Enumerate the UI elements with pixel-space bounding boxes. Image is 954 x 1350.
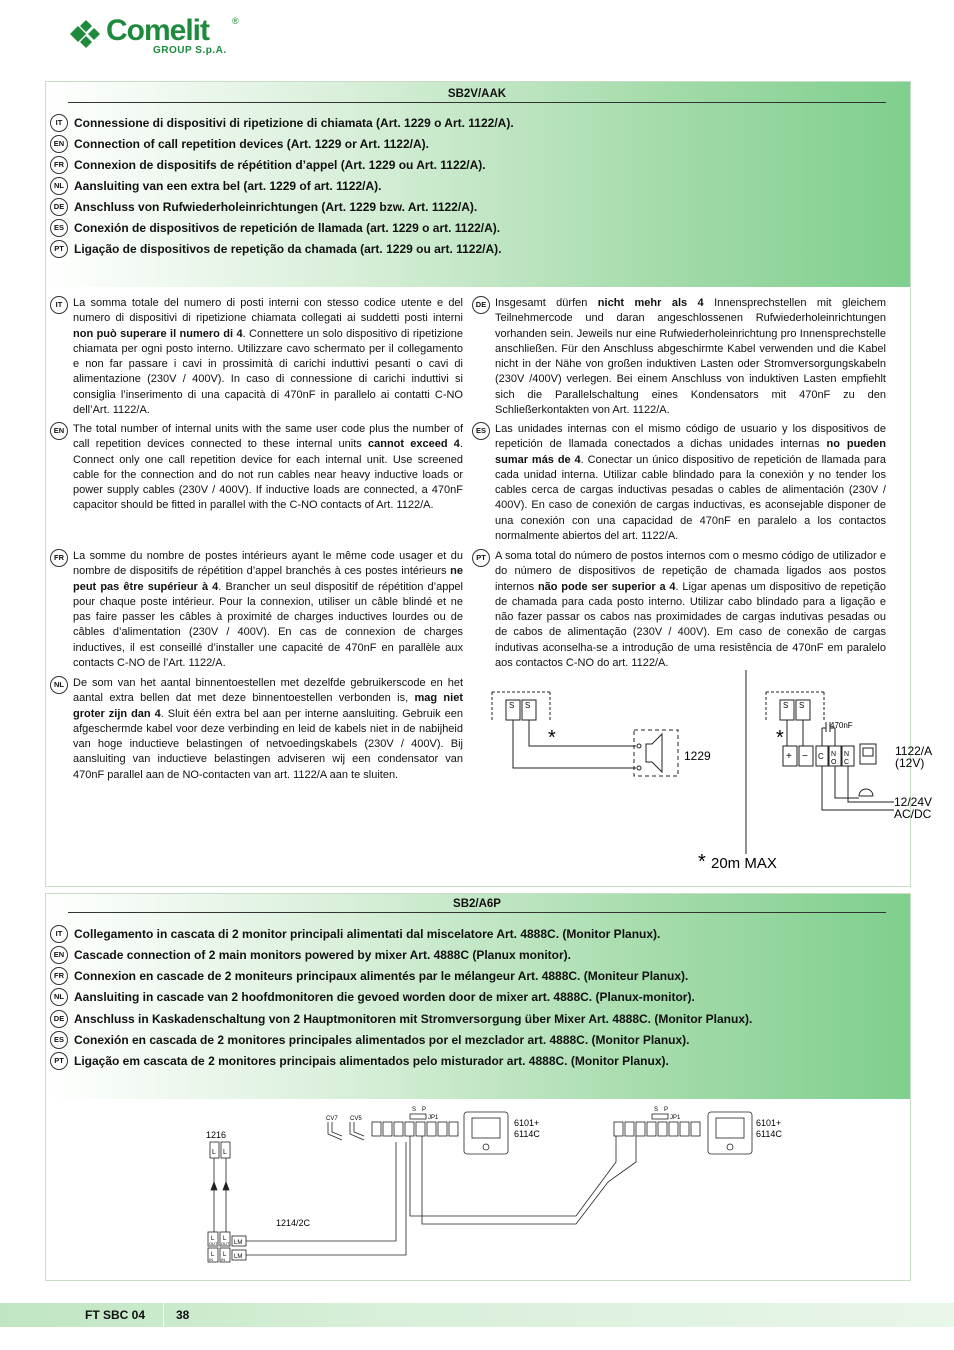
label-in-2: IN (221, 1257, 225, 1262)
heading-es: ES Conexión de dispositivos de repetición de llamada (art. 1229 o art. 1122/A). (50, 219, 500, 237)
heading-de: DE Anschluss von Rufwiederholeinrichtungen (Art. 1229 bzw. Art. 1122/A). (50, 198, 477, 216)
heading-en: EN Connection of call repetition devices (Art. 1229 or Art. 1122/A). (50, 135, 429, 153)
label-l-out-1: L (211, 1236, 215, 1242)
heading-es-2: ES Conexión en cascada de 2 monitores principales alimentados por el mezclador art. 4888C. (Monitor Planux). (50, 1031, 690, 1049)
label-term-minus: − (802, 751, 808, 762)
heading-en-2: EN Cascade connection of 2 main monitors powered by mixer Art. 4888C (Planux monitor). (50, 946, 571, 964)
comelit-logo-icon (66, 18, 106, 50)
label-monitor1-line2: 6114C (514, 1129, 540, 1139)
brand-registered: ® (232, 16, 239, 26)
heading-pt: PT Ligação de dispositivos de repetição da chamada (art. 1229 ou art. 1122/A). (50, 240, 502, 258)
label-out-2: OUT (221, 1241, 230, 1246)
heading-it: IT Connessione di dispositivi di ripetizione di chiamata (Art. 1229 o Art. 1122/A). (50, 114, 514, 132)
label-1122a-line2: (12V) (895, 756, 925, 770)
brand-group: GROUP S.p.A. (153, 45, 227, 56)
paragraph-pt: PT A soma total do número de postos internos com o mesmo código de utilizador e do número de dispositivos de repetição de chamada ligados aos postos internos não pode ser superior a 4. Ligar apenas um dispositivo de repetição de chamada para cada posto interno. Utilizar cabo blindado para a ligação e não fazer passar os cabos nas proximidades de cargas indutivas pesadas ou de cabos de alimentação (230V / 400V). Em caso de conexão de cargas indutivas aconselha-se a introdução de uma resistência de 470nF em paralelo aos contactos C-NO do art. 1122/A. (495, 549, 886, 671)
paragraph-en: EN The total number of internal units with the same user code plus the number of call repetition devices connected to these internal units cannot exceed 4. Connect only one call repetition device for each internal unit. Use screened cable for the connection and do not run cables near heavy inductive loads or power supply cables (230V / 400V). If inductive loads are connected, a 470nF capacitor should be fitted in parallel with the C-NO contacts of Art. 1122/A. (73, 422, 463, 514)
label-l-in-2: L (223, 1252, 227, 1258)
label-s-plus-right: S (783, 701, 789, 710)
max-length-note: 20m MAX (711, 855, 777, 872)
star-right: * (776, 727, 784, 749)
star-left: * (548, 727, 556, 749)
star-note: * (698, 851, 706, 873)
label-jp-p-1: P (422, 1107, 427, 1113)
label-monitor2-line1: 6101+ (756, 1118, 782, 1128)
brand-name: Comelit (106, 14, 210, 47)
section-sb2-a6p (45, 893, 911, 1281)
label-470nf: 470nF (830, 721, 853, 730)
heading-de-2: DE Anschluss in Kaskadenschaltung von 2 Hauptmonitoren mit Stromversorgung über Mixer Art. 4888C. (Monitor Planux). (50, 1010, 752, 1028)
label-term-n2: N (844, 751, 850, 758)
label-1214-2c: 1214/2C (276, 1218, 311, 1228)
heading-nl: NL Aansluiting van een extra bel (art. 1229 of art. 1122/A). (50, 177, 381, 195)
label-1216-l1: L (212, 1149, 216, 1156)
label-l-in-1: L (211, 1252, 215, 1258)
footer-page-number: 38 (176, 1308, 190, 1322)
heading-fr: FR Connexion de dispositifs de répétition d’appel (Art. 1229 ou Art. 1122/A). (50, 156, 486, 174)
paragraph-de: DE Insgesamt dürfen nicht mehr als 4 Innensprechstellen mit gleichem Teilnehmercode und daran angeschlossenen Rufwiederholeinrichtungen vorhanden sein. Jeweils nur eine Rufwiederholeinrichtung pro Innensprechstelle anschließen. Für den Anschluss abgeschirmte Kabel verwenden und die Kabel nicht in der Nähe von großen induktiven Lasten oder Stromversorgungskabeln (230V /400V) verlegen. Bei einem Anschluss von induktiven Lasten empfiehlt sich die Parallelschaltung eines Kondensators mit 470nF zu den Schließerkontakten von Art. 1122/A. (495, 296, 886, 418)
label-s-plus-left: S (509, 701, 515, 710)
label-in-1: IN (209, 1257, 213, 1262)
footer-doc-code: FT SBC 04 (85, 1308, 146, 1322)
brand-logo (66, 14, 246, 60)
paragraph-nl: NL De som van het aantal binnentoestellen met dezelfde gebruikerscode en het aantal extra bellen dat met deze binnentoestellen verbonden is, mag niet groter zijn dan 4. Sluit één extra bel aan per interne aansluiting. Gebruik een afgeschermde kabel voor deze verbinding en leid de kabels niet in de nabijheid van hoge inductieve belastingen of netvoedingskabels (230V / 400V). Bij aansluiting van inductieve belastingen adviseren wij een condensator van 470nF parallel aan de NO-contacten van art. 1122/A aan te sluiten. (73, 676, 463, 783)
label-term-o: O (831, 759, 837, 766)
heading-it-2: IT Collegamento in cascata di 2 monitor principali alimentati dal miscelatore Art. 4888C. (Monitor Planux). (50, 925, 660, 943)
heading-pt-2: PT Ligação em cascata de 2 monitores principais alimentados pelo misturador art. 4888C. (Monitor Planux). (50, 1052, 669, 1070)
call-repetition-wiring-diagram (486, 672, 933, 882)
label-s-minus-left: S (525, 701, 531, 710)
label-1122a-line1: 1122/A (895, 744, 933, 758)
label-monitor1-line1: 6101+ (514, 1118, 540, 1128)
label-jp-p-2: P (664, 1107, 669, 1113)
label-l-out-2: L (223, 1236, 227, 1242)
paragraph-it: IT La somma totale del numero di posti interni con stesso codice utente e del numero di dispositivi di ripetizione chiamata collegati ai suddetti posti interni non può superare il numero di 4. Connettere un solo dispositivo di ripetizione chiamata per ogni posto interno. Utilizzare cavo schermato per il collegamento e non far passare i cavi in prossimità di carichi induttivi pesanti o cavi di alimentazione (230V / 400V). In caso di connessione di carichi induttivi si consiglia l’inserimento di una capacità di 470nF in parallelo ai contatti C-NO dell’Art. 1122/A. (73, 296, 463, 418)
heading-nl-2: NL Aansluiting in cascade van 2 hoofdmonitoren die gevoed worden door de mixer art. 4888C. (Planux-monitor). (50, 988, 695, 1006)
label-term-n: N (831, 751, 837, 758)
section-sb2v-aak (45, 81, 933, 887)
label-jp-s-1: S (412, 1107, 417, 1113)
label-jp1-2: JP1 (670, 1115, 681, 1121)
label-monitor2-line2: 6114C (756, 1129, 782, 1139)
label-jp-s-2: S (654, 1107, 659, 1113)
label-supply-line1: 12/24V (894, 795, 933, 809)
cascade-wiring-diagram (196, 1102, 816, 1272)
label-1229: 1229 (684, 749, 711, 763)
label-s-minus-right: S (799, 701, 805, 710)
label-lm-2: LM (234, 1254, 243, 1260)
heading-fr-2: FR Connexion en cascade de 2 moniteurs principaux alimentés par le mélangeur Art. 4888C. (Moniteur Planux). (50, 967, 688, 985)
label-term-c2: C (844, 759, 850, 766)
section-2-title: SB2/A6P (68, 898, 886, 913)
label-cv7: CV7 (326, 1116, 338, 1122)
footer-separator (163, 1303, 164, 1327)
section-1-title: SB2V/AAK (68, 88, 886, 103)
label-1216: 1216 (206, 1130, 227, 1140)
label-lm-1: LM (234, 1240, 243, 1246)
label-out-1: OUT (209, 1241, 218, 1246)
paragraph-fr: FR La somme du nombre de postes intérieurs ayant le même code usager et du nombre de dispositifs de répétition d’appel branchés à ces postes intérieurs ne peut pas être supérieur à 4. Brancher un seul dispositif de répétition d’appel pour chaque poste intérieur. Pour la connexion, utiliser un câble blindé et ne pas faire passer les câbles à proximité de charges inductives lourdes ou de câbles d’alimentation (230V / 400V). En cas de connexion de charges inductives, il est conseillé d’installer une capacité de 470nF en parallèle aux contacts C-NO de l’Art. 1122/A. (73, 549, 463, 671)
label-term-plus: + (786, 751, 792, 762)
label-1216-l2: L (223, 1149, 227, 1156)
label-supply-line2: AC/DC (894, 807, 932, 821)
label-jp1-1: JP1 (428, 1115, 439, 1121)
page-footer (0, 1303, 954, 1327)
label-term-c: C (818, 752, 824, 761)
label-cv5: CV5 (350, 1116, 362, 1122)
paragraph-es: ES Las unidades internas con el mismo código de usuario y los dispositivos de repetición de llamada conectados a dichas unidades internas no pueden sumar más de 4. Conectar un único dispositivo de repetición de llamada para cada unidad interna. Utilizar cable blindado para la conexión y no tender los cables cerca de cargas inductivas pesadas o cables de alimentación (230V / 400V). En caso de conexión de cargas inductivas, es aconsejable disponer de una conexión con una capacidad de 470nF en paralelo a los contactos normalmente abiertos del art. 1122/A. (495, 422, 886, 544)
